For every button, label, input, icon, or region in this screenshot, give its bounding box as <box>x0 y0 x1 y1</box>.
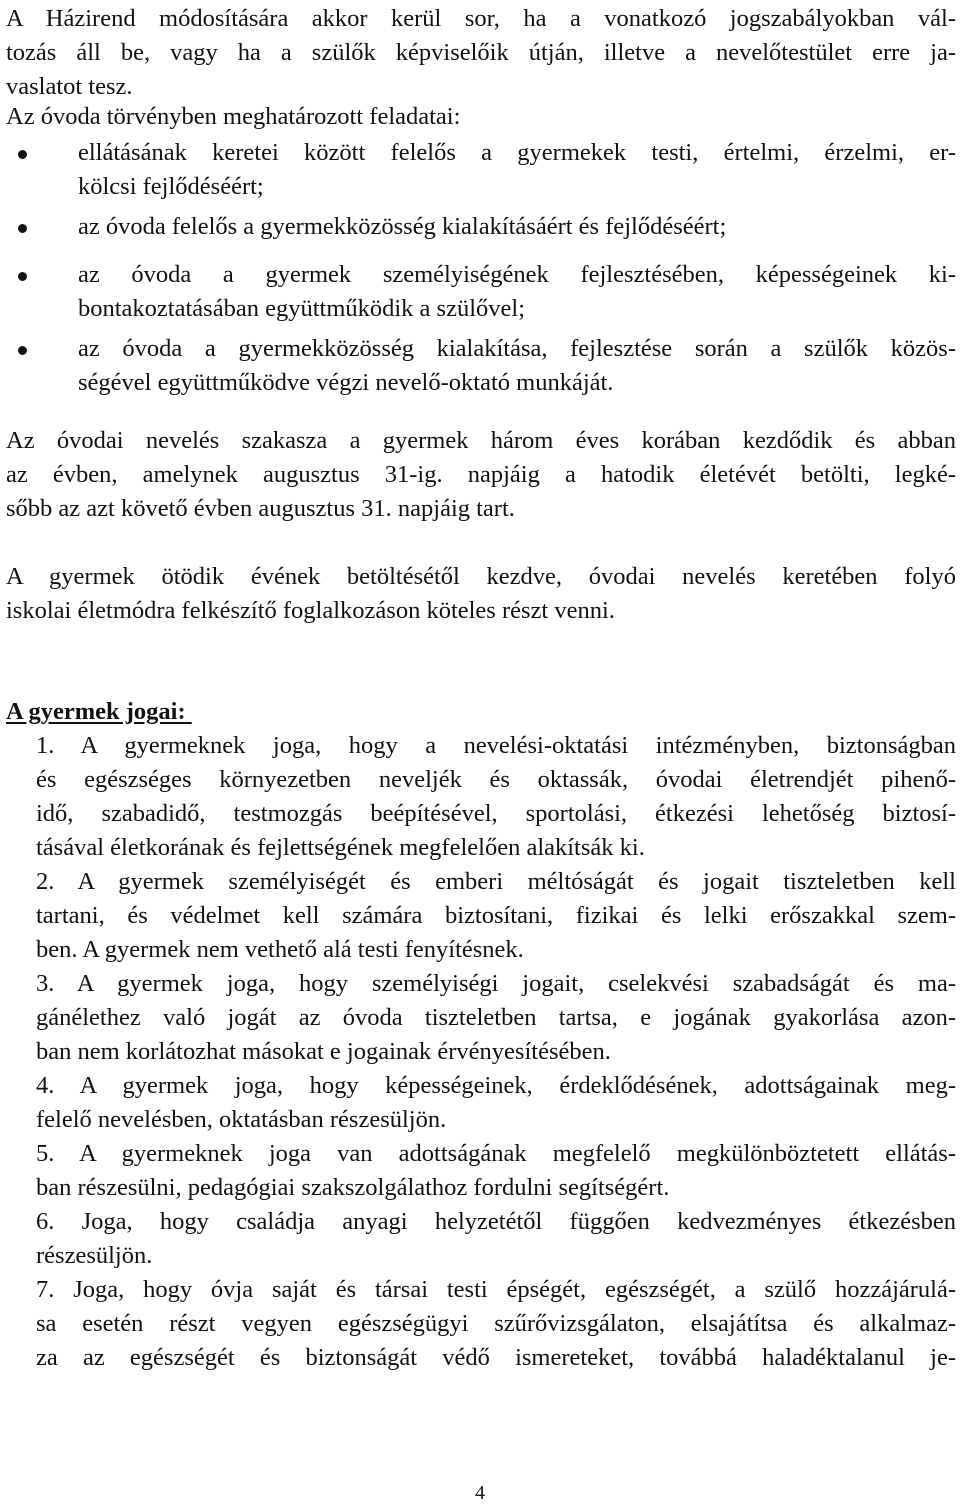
rights-heading <box>6 695 956 729</box>
education-line: Az óvodai nevelés szakasza a gyermek három éves korában kezdődik és abban <box>6 427 956 454</box>
bullet-line: az óvoda felelős a gyermekközösség kialakításáért és fejlődéséért; <box>78 213 727 240</box>
rights-line: tásával életkorának és fejlettségének megfelelően alakítsák ki. <box>36 834 645 861</box>
bullet-line: az óvoda a gyermekközösség kialakítása, fejlesztése során a szülők közös- <box>78 335 956 362</box>
rights-line: 3. A gyermek joga, hogy személyiségi jogait, cselekvési szabadságát és ma- <box>36 970 956 997</box>
duties-title-text: Az óvoda törvényben meghatározott feladatai: <box>6 103 461 130</box>
bullet-item <box>6 258 956 326</box>
bullet-line: az óvoda a gyermek személyiségének fejlesztésében, képességeinek ki- <box>78 261 956 288</box>
rights-line: gánélethez való jogát az óvoda tiszteletben tartsa, e jogának gyakorlása azon- <box>36 1004 956 1031</box>
rights-line: idő, szabadidő, testmozgás beépítésével, sportolási, étkezési lehetőség biztosí- <box>36 800 956 827</box>
rights-line: ban részesülni, pedagógiai szakszolgálathoz fordulni segítségért. <box>36 1174 670 1201</box>
intro-line: vaslatot tesz. <box>6 73 133 100</box>
bullet-dot-icon <box>18 224 27 233</box>
rights-item <box>6 1205 956 1273</box>
bullet-line: bontakoztatásában együttműködik a szülővel; <box>78 295 526 322</box>
bullet-item <box>6 332 956 400</box>
rights-line: sa esetén részt vegyen egészségügyi szűrővizsgálaton, elsajátítsa és alkalmaz- <box>36 1310 956 1337</box>
rights-line: és egészséges környezetben neveljék és oktassák, óvodai életrendjét pihenő- <box>36 766 956 793</box>
rights-line: ben. A gyermek nem vethető alá testi fenyítésnek. <box>36 936 524 963</box>
education-line: sőbb az azt követő évben augusztus 31. napjáig tart. <box>6 495 515 522</box>
bullet-line: ségével együttműködve végzi nevelő-oktató munkáját. <box>78 369 614 396</box>
school-prep-paragraph <box>6 560 956 628</box>
rights-item <box>6 865 956 967</box>
rights-line: felelő nevelésben, oktatásban részesüljön. <box>36 1106 447 1133</box>
rights-line: 7. Joga, hogy óvja saját és társai testi épségét, egészségét, a szülő hozzájárulá- <box>36 1276 956 1303</box>
rights-line: 2. A gyermek személyiségét és emberi méltóságát és jogait tiszteletben kell <box>36 868 956 895</box>
duties-bullet-list <box>6 136 956 400</box>
rights-line: 4. A gyermek joga, hogy képességeinek, érdeklődésének, adottságainak meg- <box>36 1072 956 1099</box>
rights-line: 5. A gyermeknek joga van adottságának megfelelő megkülönböztetett ellátás- <box>36 1140 956 1167</box>
rights-item <box>6 1273 956 1375</box>
education-paragraph <box>6 424 956 526</box>
rights-item <box>6 967 956 1069</box>
intro-line: tozás áll be, vagy ha a szülők képviselőik útján, illetve a nevelőtestület erre ja- <box>6 39 956 66</box>
duties-title <box>6 100 956 134</box>
bullet-dot-icon <box>18 150 27 159</box>
intro-paragraph <box>6 2 956 104</box>
bullet-item <box>6 136 956 204</box>
rights-heading-text: A gyermek jogai: <box>6 698 192 725</box>
intro-line: A Házirend módosítására akkor kerül sor, ha a vonatkozó jogszabályokban vál- <box>6 5 956 32</box>
rights-item <box>6 1137 956 1205</box>
education-line: az évben, amelynek augusztus 31-ig. napjáig a hatodik életévét betölti, legké- <box>6 461 956 488</box>
rights-line: 6. Joga, hogy családja anyagi helyzetétől függően kedvezményes étkezésben <box>36 1208 956 1235</box>
bullet-item <box>6 210 956 248</box>
rights-item <box>6 1069 956 1137</box>
rights-item <box>6 729 956 865</box>
bullet-dot-icon <box>18 272 27 281</box>
rights-line: 1. A gyermeknek joga, hogy a nevelési-oktatási intézményben, biztonságban <box>36 732 956 759</box>
rights-list <box>6 729 956 1375</box>
bullet-dot-icon <box>18 346 27 355</box>
rights-line: részesüljön. <box>36 1242 153 1269</box>
rights-line: tartani, és védelmet kell számára biztosítani, fizikai és lelki erőszakkal szem- <box>36 902 956 929</box>
school-prep-line: A gyermek ötödik évének betöltésétől kezdve, óvodai nevelés keretében folyó <box>6 563 956 590</box>
rights-line: ban nem korlátozhat másokat e jogainak érvényesítésében. <box>36 1038 611 1065</box>
bullet-line: kölcsi fejlődéséért; <box>78 173 264 200</box>
school-prep-line: iskolai életmódra felkészítő foglalkozáson köteles részt venni. <box>6 597 615 624</box>
rights-line: za az egészségét és biztonságát védő ismereteket, továbbá haladéktalanul je- <box>36 1344 956 1371</box>
page-number: 4 <box>475 1482 485 1504</box>
bullet-line: ellátásának keretei között felelős a gyermekek testi, értelmi, érzelmi, er- <box>78 139 956 166</box>
